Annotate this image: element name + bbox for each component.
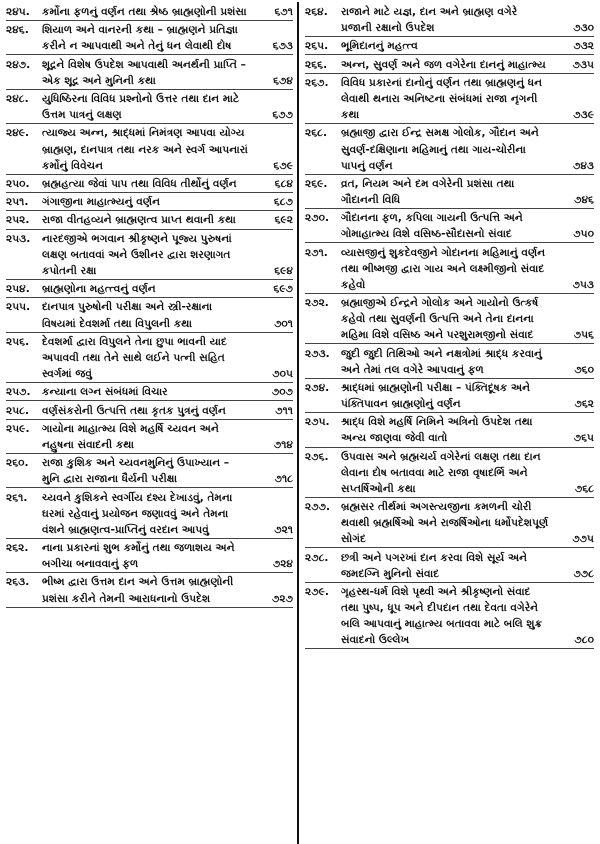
entry-title: વ્રત, નિયમ અને દમ વગેરેની પ્રશંસા તથા ગૌદાનની વિધિ (341, 177, 515, 206)
entry-page-number: ૭૫૩ (572, 278, 594, 291)
toc-entry (6, 299, 293, 332)
entry-title: ઉપવાસ અને બ્રહ્મચર્ય વગેરેનાં લક્ષણ તથા દાન લેવાના દોષ બતાવવા માટે રાજા વૃષાદર્ભિ અને સપ્તર્ષિઓની કથા (341, 450, 541, 495)
toc-entry (305, 4, 594, 37)
entry-number: ૨૬૯. (305, 177, 328, 190)
entry-title: વિવિધ પ્રકારનાં દાનોનું વર્ણન તથા બ્રાહ્મણનું ધન લેવાથી થનારા અનિષ્ટના સંબંધમાં રાજા નૃગની કથા (341, 76, 543, 122)
entry-title: કર્મોના ફળનું વર્ણન તથા શ્રેષ્ઠ બ્રાહ્મણોની પ્રશંસા (42, 6, 247, 18)
toc-entry (305, 380, 594, 413)
toc-entry (305, 38, 594, 55)
entry-title: બ્રહ્માજી દ્વારા ઈન્દ્ર સમક્ષ ગોલોક, ગૌદાન અને સુવર્ણ-દક્ષિણાના મહિમાનું તથા ગાય-ચોરીના પાપનું વર્ણન (341, 127, 539, 172)
toc-entry (305, 414, 594, 447)
entry-number: ૨૬૭. (305, 76, 329, 89)
right-column (299, 2, 594, 844)
entry-title: ભીષ્મ દ્વારા ઉત્તમ દાન અને ઉત્તમ બ્રાહ્મણોની પ્રશંસા કરીને તેમની આરાધનાનો ઉપદેશ (42, 576, 234, 605)
toc-entry (6, 125, 293, 174)
entry-page-number: ૭૬૦ (574, 363, 594, 376)
toc-entry (6, 421, 293, 454)
toc-entry (305, 346, 594, 379)
entry-page-number: ૬૯૪ (274, 264, 293, 277)
entry-number: ૨૫૪. (6, 283, 30, 296)
entry-page-number: ૬૭૩ (272, 40, 293, 53)
toc-entry (6, 490, 293, 539)
toc-entry (305, 499, 594, 548)
entry-title: વ્યાસજીનું શુકદેવજીને ગોદાનના મહિમાનું વર્ણન તથા ભીષ્મજી દ્વારા ગાય અને લક્ષ્મીજીનો સંવાદ કહેવો (341, 246, 546, 291)
entry-number: ૨૬૩. (6, 576, 30, 589)
entry-number: ૨૬૪. (305, 6, 328, 18)
toc-entry (305, 125, 594, 174)
toc-entry (6, 22, 293, 55)
entry-number: ૨૫૫. (6, 301, 31, 314)
entry-title: ત્યાજ્ય અન્ન, શ્રાદ્ધમાં નિમંત્રણ આપવા યોગ્ય બ્રાહ્મણ, દાનપાત્ર તથા નરક અને સ્વર્ગ આપનારાં કર્મોનું વિવેચન (42, 127, 248, 172)
entry-number: ૨૫૧. (6, 196, 29, 209)
entry-number: ૨૫૨. (6, 214, 30, 227)
entry-page-number: ૭૭૫ (572, 533, 594, 546)
entry-page-number: ૭૧૮ (274, 473, 293, 486)
entry-page-number: ૭૩૦ (573, 22, 594, 35)
toc-entry (305, 176, 594, 209)
entry-number: ૨૫૮. (6, 404, 30, 417)
toc-entry (305, 75, 594, 124)
entry-page-number: ૬૭૭ (272, 109, 293, 122)
entry-page-number: ૬૭૯ (273, 159, 293, 172)
entry-page-number: ૬૮૪ (274, 177, 293, 190)
entry-page-number: ૭૪૩ (573, 159, 594, 172)
entry-page-number: ૭૧૧ (275, 404, 293, 417)
entry-title: રાજાને માટે યજ્ઞ, દાન અને બ્રાહ્મણ વગેરે પ્રજાની રક્ષાનો ઉપદેશ (341, 6, 518, 35)
entry-page-number: ૭૭૮ (573, 567, 594, 580)
toc-entry (305, 57, 594, 74)
entry-page-number: ૭૨૪ (272, 558, 293, 571)
entry-page-number: ૭૫૬ (573, 329, 594, 342)
entry-number: ૨૭૧. (305, 246, 328, 259)
toc-entry (6, 540, 293, 573)
toc-entry (305, 210, 594, 243)
entry-title: શ્રાદ્ધમાં બ્રાહ્મણોની પરીક્ષા – પંક્તિદૂષક અને પંક્તિપાવન બ્રાહ્મણોનું વર્ણન (341, 381, 531, 411)
entry-number: ૨૪૭. (6, 58, 31, 71)
entry-page-number: ૭૦૧ (274, 317, 293, 330)
contents-columns (6, 2, 594, 844)
entry-title: ગંગાજીના માહાત્મ્યનું વર્ણન (42, 196, 160, 209)
entry-number: ૨૫૭. (6, 386, 31, 399)
entry-page-number: ૭૫૦ (573, 228, 594, 241)
toc-entry (6, 281, 293, 298)
toc-entry (305, 550, 594, 583)
entry-page-number: ૬૭૧ (274, 6, 293, 18)
entry-title: રાજા વીતહવ્યને બ્રાહ્મણત્વ પ્રાપ્ત થવાની કથા (42, 214, 236, 227)
entry-page-number: ૬૮૭ (273, 196, 293, 209)
entry-title: બ્રહ્મસર તીર્થમાં અગસ્ત્યજીના કમળની ચોરી થવાથી બ્રહ્મર્ષિઓ અને રાજર્ષિઓના ધર્મોપદેશપૂર્ણ સોગંદ (341, 501, 549, 546)
entry-number: ૨૪૫. (6, 6, 30, 18)
entry-number: ૨૭૬. (305, 450, 329, 463)
entry-number: ૨૭૦. (305, 212, 329, 225)
entry-number: ૨૭૨. (305, 297, 329, 310)
toc-entry (6, 334, 293, 383)
entry-page-number: ૭૦૫ (272, 368, 293, 381)
entry-number: ૨૬૮. (305, 127, 328, 140)
toc-entry (6, 455, 293, 488)
entry-title: શૂદ્રને વિશેષ ઉપદેશ આપવાથી અનર્થની પ્રાપ્તિ – એક શૂદ્ર અને મુનિની કથા (42, 58, 246, 87)
entry-title: અન્ન, સુવર્ણ અને જળ વગેરેના દાનનું માહાત્મ્ય (341, 58, 546, 71)
entry-number: ૨૫૯. (6, 422, 30, 435)
entry-number: ૨૫૦. (6, 177, 30, 190)
toc-entry (305, 245, 594, 294)
toc-entry (6, 91, 293, 124)
entry-number: ૨૭૮. (305, 551, 329, 564)
entry-number: ૨૪૮. (6, 93, 29, 106)
entry-title: દાનપાત્ર પુરુષોની પરીક્ષા અને સ્ત્રી-રક્ષાના વિષયમાં દેવશર્મા તથા વિપુલની કથા (42, 301, 213, 330)
entry-number: ૨૬૨. (6, 542, 29, 555)
entry-page-number: ૭૬૨ (574, 398, 594, 411)
entry-number: ૨૪૯. (6, 127, 30, 140)
toc-entry (6, 384, 293, 401)
left-column (6, 2, 297, 844)
entry-title: શ્રાદ્ધ વિશે મહર્ષિ નિમિને અત્રિનો ઉપદેશ તથા અન્ય જાણવા જેવી વાતો (341, 416, 533, 445)
entry-title: ભૂમિદાનનું મહત્ત્વ (341, 40, 418, 53)
toc-entry (6, 403, 293, 420)
entry-number: ૨૭૩. (305, 347, 330, 360)
entry-number: ૨૫૬. (6, 335, 30, 348)
entry-title: કન્યાના લગ્ન સંબંધમાં વિચાર (42, 386, 168, 399)
entry-page-number: ૭૩૫ (572, 58, 594, 71)
toc-entry (305, 584, 594, 649)
entry-page-number: ૬૯૨ (274, 214, 293, 227)
entry-page-number: ૬૭૪ (273, 74, 293, 87)
entry-number: ૨૬૦. (6, 457, 29, 470)
toc-entry (305, 449, 594, 498)
toc-entry (6, 574, 293, 607)
entry-number: ૨૪૬. (6, 24, 29, 37)
entry-title: ગૃહસ્થ-ધર્મ વિશે પૃથ્વી અને શ્રીકૃષ્ણનો સંવાદ તથા પુષ્પ, ધૂપ અને દીપદાન તથા દેવતા વગેરેને બલિ આપવાનું માહાત્મ્ય બતાવવા માટે બલિ શુક્ર સંવાદનો ઉલ્લેખ (341, 586, 543, 647)
entry-number: ૨૭૭. (305, 501, 330, 514)
entry-title: બ્રાહ્મણોના મહત્ત્વનું વર્ણન (42, 283, 156, 296)
entry-number: ૨૭૯. (305, 586, 329, 598)
entry-number: ૨૬૫. (305, 40, 329, 53)
entry-number: ૨૫૩. (6, 232, 31, 245)
entry-number: ૨૬૧. (6, 491, 28, 504)
entry-page-number: ૭૬૮ (574, 482, 594, 495)
entry-number: ૨૭૪. (305, 381, 330, 394)
entry-number: ૨૭૫. (305, 416, 330, 429)
toc-entry (6, 231, 293, 280)
entry-page-number: ૭૧૪ (273, 438, 293, 451)
entry-title: વર્ણસંકરોની ઉત્પત્તિ તથા કૃતક પુત્રનું વર્ણન (42, 404, 226, 417)
entry-page-number: ૭૨૧ (274, 523, 293, 536)
entry-page-number: ૭૬૫ (573, 432, 594, 445)
entry-title: રાજા કુશિક અને ચ્યવનમુનિનું ઉપાખ્યાન – મુનિ દ્વારા રાજાના ધૈર્યની પરીક્ષા (42, 457, 230, 486)
toc-entry (6, 4, 293, 21)
entry-page-number: ૭૩૨ (573, 40, 594, 53)
entry-title: જુદી જુદી તિથિઓ અને નક્ષત્રોમાં શ્રાદ્ધ કરવાનું અને તેમાં તલ વગેરે આપવાનું ફળ (341, 347, 542, 376)
entry-title: બ્રહ્મહત્યા જેવાં પાપ તથા વિવિધ તીર્થોનું વર્ણન (42, 177, 237, 190)
toc-entry (6, 176, 293, 193)
entry-title: ગૌદાનના ફળ, કપિલા ગાયની ઉત્પત્તિ અને ગોમાહાત્મ્ય વિશે વસિષ્ઠ-સૌદાસનો સંવાદ (341, 212, 523, 241)
toc-entry (305, 295, 594, 344)
toc-entry (6, 194, 293, 211)
entry-title: દેવશર્મા દ્વારા વિપુલને તેના છુપા ભાવની યાદ અપાવવી તથા તેને સાથે લઈને પત્ની સહિત સ્વર્ગમાં જવું (42, 335, 227, 381)
entry-page-number: ૭૪૬ (574, 193, 594, 206)
entry-title: નાના પ્રકારનાં શુભ કર્મોનું તથા જળાશય અને બગીચા બનાવવાનું ફળ (42, 542, 235, 571)
entry-number: ૨૬૬. (305, 58, 328, 71)
entry-title: ચ્યવને કુશિકને સ્વર્ગીય દશ્ય દેખાડવું, તેમના ઘરમાં રહેવાનું પ્રયોજન જણાવવું અને તેમના વંશને બ્રાહ્મણત્વ-પ્રાપ્તિનું વરદાન આપવું (42, 491, 233, 536)
toc-entry (6, 212, 293, 229)
entry-title: શિયાળ અને વાનરની કથા – બ્રાહ્મણને પ્રતિજ્ઞા કરીને ન આપવાથી અને તેનું ધન લેવાથી દોષ (42, 24, 238, 53)
entry-page-number: ૭૦૭ (271, 386, 293, 399)
entry-title: બ્રહ્માજીએ ઈન્દ્રને ગોલોક અને ગાયોનો ઉત્કર્ષ કહેવો તથા સુવર્ણની ઉત્પત્તિ અને તેના દાનના મહિમા વિશે વસિષ્ઠ અને પરશુરામજીનો સંવાદ (341, 297, 539, 342)
entry-title: છત્રી અને પગરખાં દાન કરવા વિશે સૂર્ય અને જમદગ્નિ મુનિનો સંવાદ (341, 551, 528, 580)
toc-entry (6, 57, 293, 90)
entry-page-number: ૭૩૯ (573, 109, 594, 122)
entry-title: નારદજીએ ભગવાન શ્રીકૃષ્ણને પૂજ્ય પુરુષનાં લક્ષણ બતાવવાં અને ઉશીનર દ્વારા શરણાગત કપોતની રક્ષા (42, 232, 232, 277)
entry-title: યુધિષ્ઠિરના વિવિધ પ્રશ્નોનો ઉત્તર તથા દાન માટે ઉત્તમ પાત્રનું લક્ષણ (42, 93, 240, 122)
entry-title: ગાયોના માહાત્મ્ય વિશે મહર્ષિ ચ્યવન અને નહુષના સંવાદની કથા (42, 422, 219, 451)
entry-page-number: ૭૮૦ (574, 634, 594, 647)
entry-page-number: ૭૨૭ (272, 592, 293, 605)
entry-page-number: ૬૯૭ (273, 283, 293, 296)
